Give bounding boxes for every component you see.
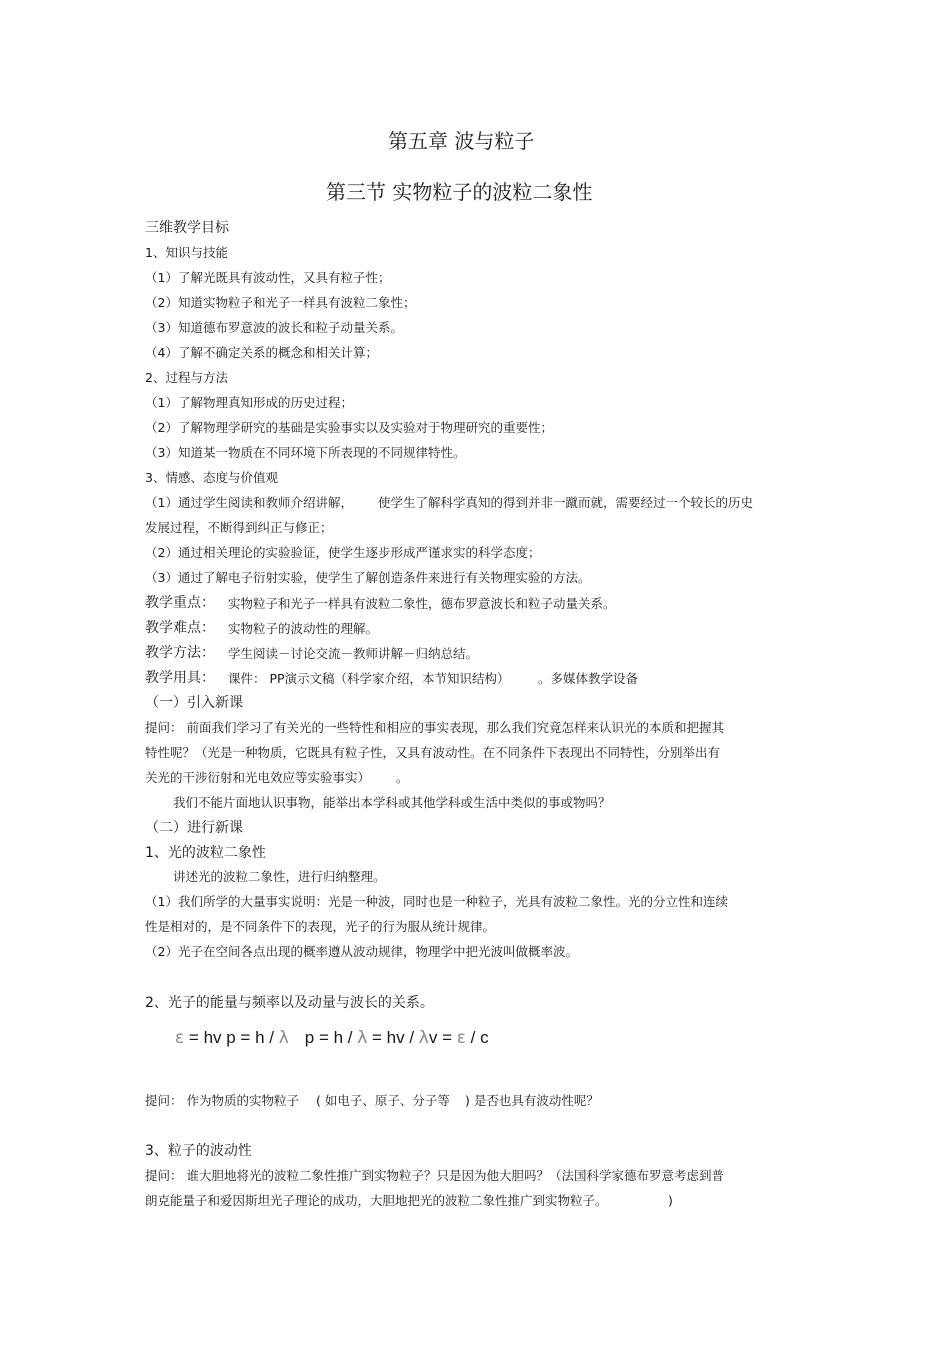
emotion-heading: 3、情感、态度与价值观	[145, 470, 278, 485]
part1-paragraph: 我们不能片面地认识事物，能举出本学科或其他学科或生活中类似的事或物吗？	[173, 795, 611, 810]
epsilon-symbol: ε	[175, 1028, 185, 1048]
emotion-item-1-part-b: 使学生了解科学真知的得到并非一蹴而就，需要经过一个较长的历史	[378, 495, 754, 510]
part2-heading: （二）进行新课	[145, 820, 243, 836]
formula-part-2: p = h /	[304, 1028, 358, 1047]
section1-point-1-line-1: （1）我们所学的大量事实说明：光是一种波，同时也是一种粒子，光具有波粒二象性。光的分立性和连续	[145, 894, 728, 909]
section3-question-line-1: 提问： 谁大胆地将光的波粒二象性推广到实物粒子？只是因为他大胆吗？（法国科学家德布罗意考虑到普	[145, 1168, 724, 1183]
method-label: 教学方法：	[145, 645, 215, 661]
part1-question-line-2: 特性呢？（光是一种物质，它既具有粒子性，又具有波动性。在不同条件下表现出不同特性，分别举出有	[145, 745, 721, 760]
part1-question-line-1: 提问： 前面我们学习了有关光的一些特性和相应的事实表现，那么我们究竟怎样来认识光的本质和把握其	[145, 720, 724, 735]
section1-intro: 讲述光的波粒二象性，进行归纳整理。	[173, 869, 386, 884]
formula-energy-momentum	[175, 1027, 489, 1049]
goals-heading: 三维教学目标	[145, 220, 229, 236]
emotion-item-2: （2）通过相关理论的实验验证，使学生逐步形成严谨求实的科学态度；	[145, 545, 541, 560]
tools-text-tail: 。多媒体教学设备	[538, 671, 639, 686]
section2-question-end: ) 是否也具有波动性呢？	[465, 1093, 599, 1108]
process-item-2: （2）了解物理学研究的基础是实验事实以及实验对于物理研究的重要性；	[145, 420, 553, 435]
formula-part-3: = hv /	[367, 1028, 419, 1047]
section1-heading: 1、光的波粒二象性	[145, 845, 266, 861]
lambda-symbol: λ	[357, 1028, 368, 1048]
process-item-3: （3）知道某一物质在不同环境下所表现的不同规律特性。	[145, 445, 466, 460]
section2-heading: 2、光子的能量与频率以及动量与波长的关系。	[145, 995, 434, 1011]
method-text: 学生阅读－讨论交流－教师讲解－归纳总结。	[228, 646, 479, 661]
section3-question-line-2: 朗克能量子和爱因斯坦光子理论的成功，大胆地把光的波粒二象性推广到实物粒子。	[145, 1193, 608, 1208]
part1-heading: （一）引入新课	[145, 695, 243, 711]
emotion-item-3: （3）通过了解电子衍射实验，使学生了解创造条件来进行有关物理实验的方法。	[145, 570, 591, 585]
process-heading: 2、过程与方法	[145, 370, 228, 385]
epsilon-symbol: ε	[456, 1028, 466, 1048]
chapter-title: 第五章 波与粒子	[388, 129, 535, 153]
section-title: 第三节 实物粒子的波粒二象性	[326, 180, 593, 204]
emotion-item-1-part-a: （1）通过学生阅读和教师介绍讲解，	[145, 495, 353, 510]
section1-point-2: （2）光子在空间各点出现的概率遵从波动规律，物理学中把光波叫做概率波。	[145, 944, 578, 959]
knowledge-item-2: （2）知道实物粒子和光子一样具有波粒二象性；	[145, 295, 416, 310]
part1-question-line-3-tail: 。	[396, 770, 409, 785]
tools-label: 教学用具：	[145, 670, 215, 686]
formula-part-4: v =	[428, 1028, 457, 1047]
knowledge-item-1: （1）了解光既具有波动性，又具有粒子性；	[145, 270, 391, 285]
key-point-label: 教学重点：	[145, 595, 215, 611]
section2-question-middle: ( 如电子、原子、分子等	[316, 1093, 450, 1108]
knowledge-item-4: （4）了解不确定关系的概念和相关计算；	[145, 345, 378, 360]
difficulty-text: 实物粒子的波动性的理解。	[228, 621, 379, 636]
section1-point-1-line-2: 性是相对的，是不同条件下的表现，光子的行为服从统计规律。	[145, 919, 496, 934]
section2-question: 提问： 作为物质的实物粒子	[145, 1093, 299, 1108]
knowledge-item-3: （3）知道德布罗意波的波长和粒子动量关系。	[145, 320, 403, 335]
knowledge-heading: 1、知识与技能	[145, 245, 228, 260]
formula-part-5: / c	[465, 1028, 489, 1047]
part1-question-line-3: 关光的干涉衍射和光电效应等实验事实）	[145, 770, 371, 785]
emotion-item-1-part-c: 发展过程，不断得到纠正与修正；	[145, 520, 333, 535]
difficulty-label: 教学难点：	[145, 620, 215, 636]
key-point-text: 实物粒子和光子一样具有波粒二象性，德布罗意波长和粒子动量关系。	[228, 596, 616, 611]
process-item-1: （1）了解物理真知形成的历史过程；	[145, 395, 353, 410]
section3-heading: 3、粒子的波动性	[145, 1143, 252, 1159]
lambda-symbol: λ	[278, 1028, 289, 1048]
tools-text: 课件： PP演示文稿（科学家介绍，本节知识结构）	[228, 671, 510, 686]
lambda-symbol: λ	[418, 1028, 429, 1048]
section3-question-line-2-tail: )	[668, 1193, 673, 1208]
formula-part-1: = hv p = h /	[184, 1028, 279, 1047]
